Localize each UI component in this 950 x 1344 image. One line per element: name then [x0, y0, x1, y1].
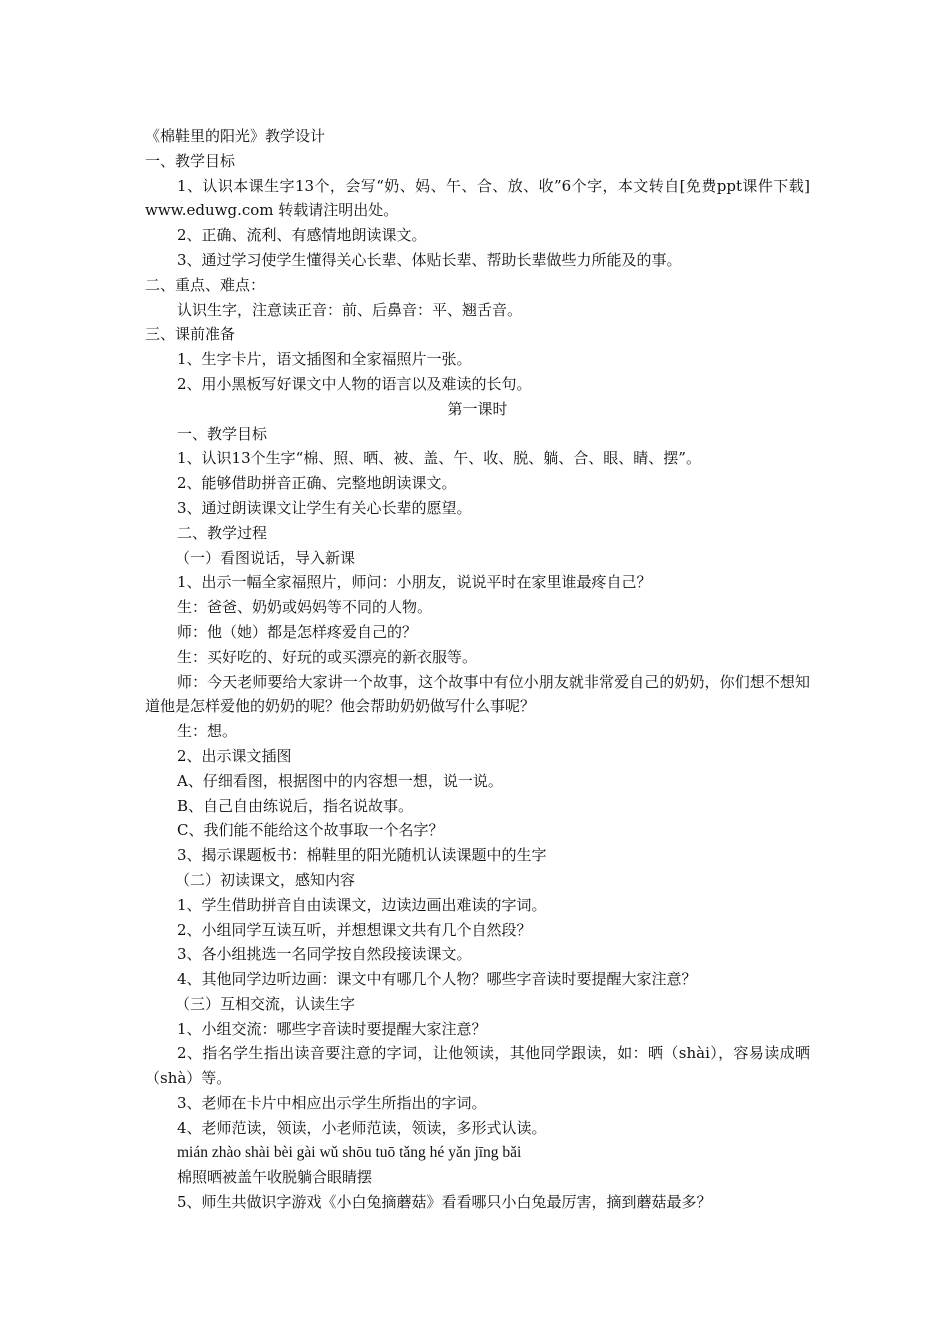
section-heading: 一、教学目标: [145, 151, 236, 170]
document-title: 《棉鞋里的阳光》教学设计: [145, 127, 326, 145]
paragraph: 1、小组交流：哪些字音读时要提醒大家注意？: [177, 1019, 487, 1038]
dialogue-line: 生：买好吃的、好玩的或买漂亮的新衣服等。: [177, 647, 478, 666]
paragraph: 2、出示课文插图: [177, 746, 292, 765]
paragraph: 4、老师范读，领读，小老师范读，领读，多形式认读。: [177, 1118, 547, 1137]
paragraph: 1、学生借助拼音自由读课文，边读边画出难读的字词。: [177, 895, 547, 914]
dialogue-line: 生：爸爸、奶奶或妈妈等不同的人物。: [177, 598, 433, 617]
paragraph: 2、指名学生指出读音要注意的字词，让他领读，其他同学跟读，如：晒（shài），容易读成晒（shà）等。: [145, 1044, 810, 1088]
paragraph: 1、出示一幅全家福照片，师问：小朋友，说说平时在家里谁最疼自己？: [177, 573, 652, 592]
section-heading: 二、教学过程: [177, 523, 268, 542]
paragraph: 1、生字卡片，语文插图和全家福照片一张。: [177, 350, 472, 369]
paragraph: 3、揭示课题板书：棉鞋里的阳光随机认读课题中的生字: [177, 846, 547, 865]
subsection-heading: （一）看图说话，导入新课: [175, 548, 356, 567]
section-heading: 三、课前准备: [145, 325, 236, 344]
section-heading: 一、教学目标: [177, 424, 268, 443]
paragraph: 4、其他同学边听边画：课文中有哪几个人物？哪些字音读时要提醒大家注意？: [177, 970, 697, 989]
list-item: A、仔细看图，根据图中的内容想一想，说一说。: [177, 771, 503, 790]
paragraph: 1、认识13个生字“棉、照、晒、被、盖、午、收、脱、躺、合、眼、睛、摆”。: [177, 449, 701, 468]
list-item: C、我们能不能给这个故事取一个名字？: [177, 821, 444, 840]
document-body: [145, 124, 810, 1215]
paragraph: 3、各小组挑选一名同学按自然段接读课文。: [177, 945, 472, 964]
paragraph: 2、用小黑板写好课文中人物的语言以及难读的长句。: [177, 374, 532, 393]
paragraph: 3、通过朗读课文让学生有关心长辈的愿望。: [177, 498, 472, 517]
dialogue-line: 师：他（她）都是怎样疼爱自己的？: [177, 622, 418, 641]
pinyin-line: mián zhào shài bèi gài wǔ shōu tuō tǎng hé yǎn jīng bǎi: [177, 1143, 522, 1161]
paragraph: 3、通过学习使学生懂得关心长辈、体贴长辈、帮助长辈做些力所能及的事。: [177, 250, 682, 269]
paragraph: 3、老师在卡片中相应出示学生所指出的字词。: [177, 1094, 487, 1113]
paragraph: 2、能够借助拼音正确、完整地朗读课文。: [177, 474, 457, 493]
subsection-heading: （三）互相交流，认读生字: [175, 994, 356, 1013]
dialogue-line: 生：想。: [177, 722, 238, 741]
paragraph: 2、小组同学互读互听，并想想课文共有几个自然段？: [177, 920, 532, 939]
paragraph: 认识生字，注意读正音：前、后鼻音：平、翘舌音。: [177, 300, 523, 319]
character-line: 棉照晒被盖午收脱躺合眼睛摆: [177, 1168, 373, 1187]
paragraph: 5、师生共做识字游戏《小白兔摘蘑菇》看看哪只小白兔最厉害，摘到蘑菇最多？: [177, 1193, 712, 1212]
lesson-heading: 第一课时: [447, 399, 508, 418]
dialogue-line: 师：今天老师要给大家讲一个故事，这个故事中有位小朋友就非常爱自己的奶奶，你们想不想知道他是怎样爱他的奶奶的呢？他会帮助奶奶做写什么事呢？: [145, 672, 810, 716]
paragraph: 1、认识本课生字13个，会写“奶、妈、午、合、放、收”6个字，本文转自[免费ppt课件下载] www.eduwg.com 转载请注明出处。: [145, 176, 810, 220]
list-item: B、自己自由练说后，指名说故事。: [177, 796, 414, 815]
paragraph: 2、正确、流利、有感情地朗读课文。: [177, 226, 427, 245]
section-heading: 二、重点、难点：: [145, 275, 266, 294]
subsection-heading: （二）初读课文，感知内容: [175, 870, 356, 889]
